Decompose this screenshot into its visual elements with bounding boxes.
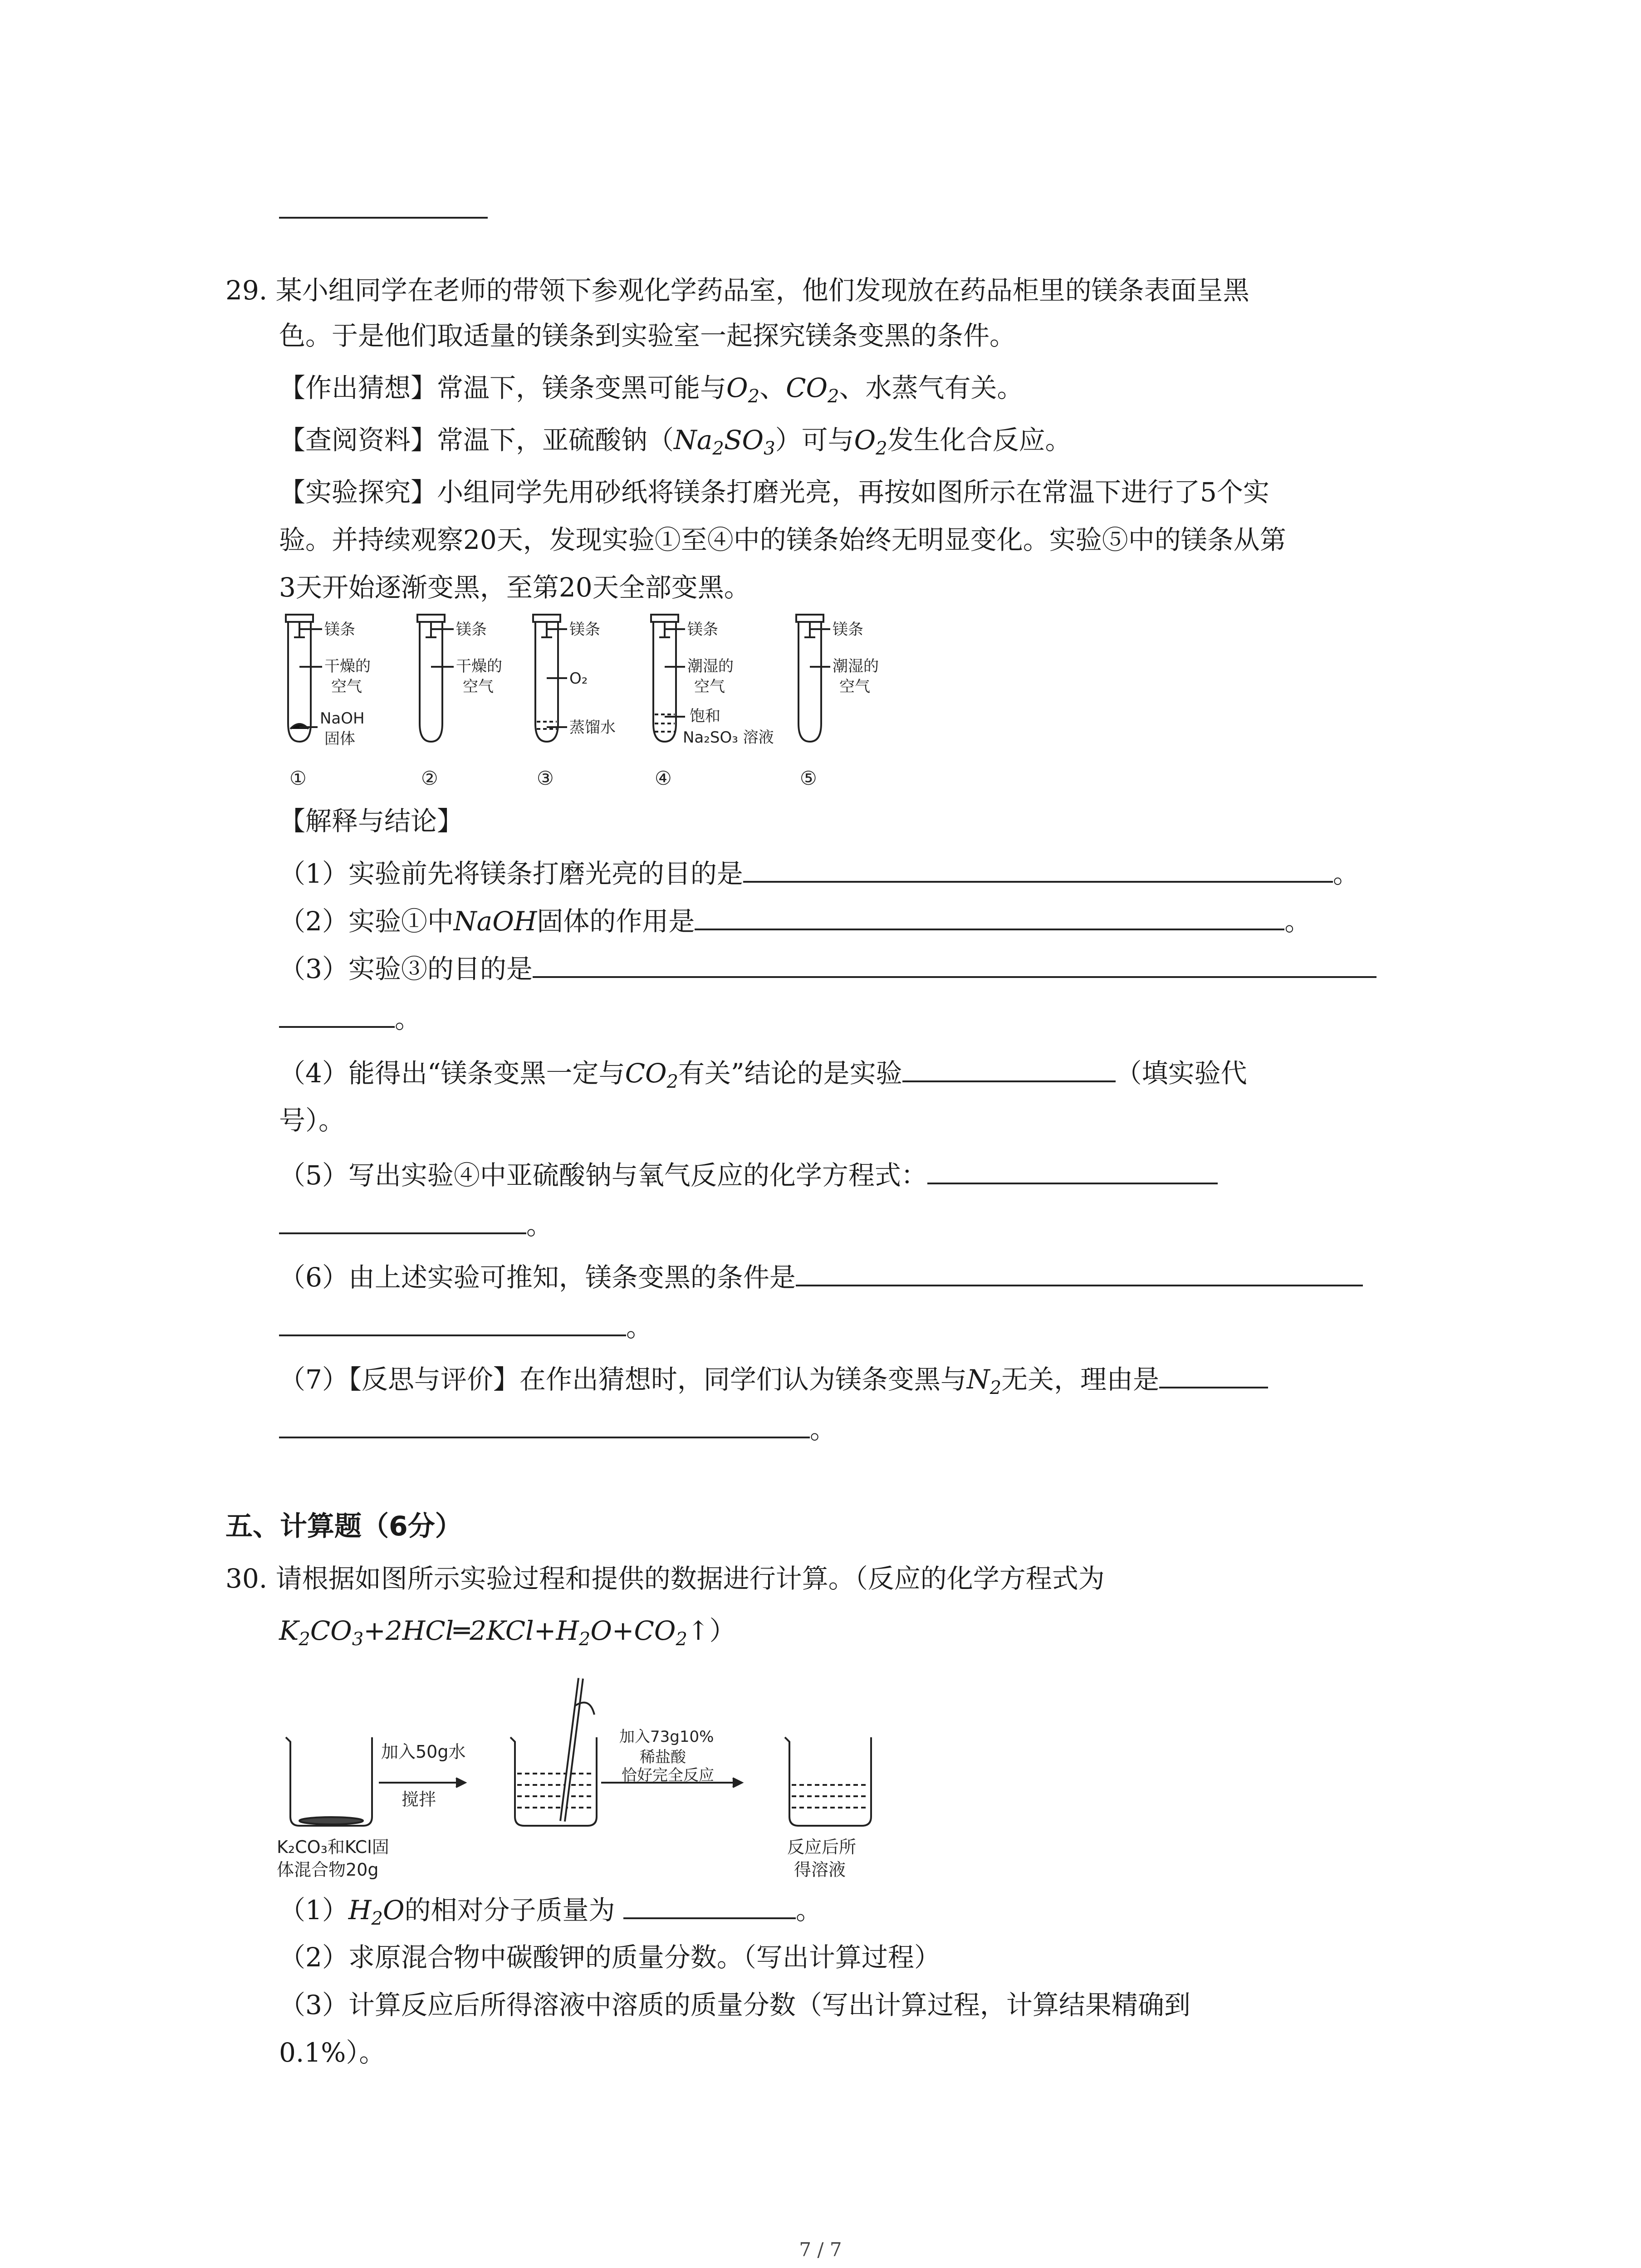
answer-blank-7b[interactable] xyxy=(279,1408,810,1438)
q29-subq2: （2）实验①中NaOH固体的作用是 。 xyxy=(279,900,1311,939)
tube2-number: ② xyxy=(421,767,438,789)
section-5-heading: 五、计算题（6分） xyxy=(225,1510,462,1542)
answer-blank-5a[interactable] xyxy=(927,1154,1218,1184)
answer-blank-6b[interactable] xyxy=(279,1306,626,1336)
beaker-1 xyxy=(286,1737,372,1826)
q29-conclusion-heading: 【解释与结论】 xyxy=(279,806,464,836)
beaker1-caption-1: K₂CO₃和KCl固 xyxy=(277,1837,389,1857)
answer-blank-6a[interactable] xyxy=(796,1256,1363,1286)
test-tube-3 xyxy=(533,615,567,742)
q30-subq2: （2）求原混合物中碳酸钾的质量分数。（写出计算过程） xyxy=(279,1942,941,1973)
q29-subq3-cont: 。 xyxy=(279,998,421,1037)
answer-blank-3b[interactable] xyxy=(279,998,395,1028)
q29-subq6-cont: 。 xyxy=(279,1306,652,1345)
tube3-label-2: O₂ xyxy=(569,670,588,688)
tube1-label-3: 空气 xyxy=(331,678,362,696)
tube4-number: ④ xyxy=(655,767,672,789)
answer-blank-5b[interactable] xyxy=(279,1204,526,1234)
q30-intro-line1: 30. 请根据如图所示实验过程和提供的数据进行计算。（反应的化学方程式为 xyxy=(225,1563,1105,1594)
test-tube-figure xyxy=(272,610,930,805)
tube4-label-1: 镁条 xyxy=(687,621,718,639)
answer-blank-4[interactable] xyxy=(902,1052,1116,1082)
tube3-number: ③ xyxy=(537,767,554,789)
q30-subq3-cont: 0.1%）。 xyxy=(279,2037,386,2068)
test-tube-1 xyxy=(286,615,322,742)
q30-subq1: $(1)H_2O$的相对分子质量为 。 xyxy=(279,1889,822,1937)
tube1-number: ① xyxy=(289,767,307,789)
tube3-label-3: 蒸馏水 xyxy=(569,719,616,737)
tube2-label-3: 空气 xyxy=(463,678,494,696)
beaker1-caption-2: 体混合物20g xyxy=(277,1860,379,1880)
q29-subq7-cont: 。 xyxy=(279,1408,836,1447)
test-tube-5 xyxy=(796,615,830,742)
tube1-label-5: 固体 xyxy=(324,730,355,748)
tube5-number: ⑤ xyxy=(800,767,817,789)
tube5-label-3: 空气 xyxy=(839,678,870,696)
answer-blank-3a[interactable] xyxy=(533,948,1376,978)
tube2-label-1: 镁条 xyxy=(456,621,487,639)
q29-hypothesis: 【作出猜想】常温下，镁条变黑可能与$O_2$、$CO_2$、水蒸气有关。 xyxy=(279,372,1024,407)
tube3-label-1: 镁条 xyxy=(569,621,600,639)
tube2-label-2: 干燥的 xyxy=(456,657,502,675)
tube4-label-3: 空气 xyxy=(694,678,725,696)
beaker3-caption-2: 得溶液 xyxy=(794,1860,846,1880)
q29-subq3: （3）实验③的目的是 xyxy=(279,948,1376,987)
q29-subq7: （7）【反思与评价】在作出猜想时，同学们认为镁条变黑与$N_2$无关，理由是 xyxy=(279,1359,1268,1406)
q29-experiment-line2: 验。并持续观察20天，发现实验①至④中的镁条始终无明显变化。实验⑤中的镁条从第 xyxy=(279,524,1286,555)
q30-equation: $K_2CO_3+2HCl═2KCl+H_2O+CO_2↑$） xyxy=(279,1615,736,1650)
q29-subq4: （4）能得出“镁条变黑一定与$CO_2$有关”结论的是实验 （填实验代 xyxy=(279,1052,1247,1100)
answer-blank-previous xyxy=(279,217,488,219)
arrow2-label-1: 加入73g10% xyxy=(619,1728,714,1746)
tube4-label-4: 饱和 xyxy=(690,707,720,725)
q29-intro-line2: 色。于是他们取适量的镁条到实验室一起探究镁条变黑的条件。 xyxy=(279,320,1016,351)
q29-subq4-cont: 号）。 xyxy=(279,1105,345,1136)
q30-subq3: （3）计算反应后所得溶液中溶质的质量分数（写出计算过程，计算结果精确到 xyxy=(279,1989,1190,2020)
q29-experiment-line3: 3天开始逐渐变黑，至第20天全部变黑。 xyxy=(279,572,750,603)
arrow2-label-2: 稀盐酸 xyxy=(640,1748,686,1766)
beaker-process-figure xyxy=(272,1669,944,1882)
q29-subq5: （5）写出实验④中亚硫酸钠与氧气反应的化学方程式： xyxy=(279,1154,1218,1193)
tube5-label-2: 潮湿的 xyxy=(833,657,879,675)
tube1-label-4: NaOH xyxy=(320,709,365,728)
answer-blank-7a[interactable] xyxy=(1159,1359,1268,1388)
arrow-1 xyxy=(379,1778,465,1787)
tube4-label-2: 潮湿的 xyxy=(687,657,734,675)
test-tube-4 xyxy=(651,615,685,742)
arrow1-label-1: 加入50g水 xyxy=(381,1742,466,1762)
answer-blank-30-1[interactable] xyxy=(623,1889,796,1919)
q29-subq5-cont: 。 xyxy=(279,1204,553,1243)
tube1-label-1: 镁条 xyxy=(324,621,355,639)
q29-subq6: （6）由上述实验可推知，镁条变黑的条件是 xyxy=(279,1256,1363,1295)
beaker-2 xyxy=(510,1678,597,1826)
answer-blank-2[interactable] xyxy=(695,900,1284,930)
q29-subq1: （1）实验前先将镁条打磨光亮的目的是 。 xyxy=(279,853,1359,892)
arrow2-label-3: 恰好完全反应 xyxy=(622,1766,714,1784)
beaker3-caption-1: 反应后所 xyxy=(787,1837,857,1857)
q29-experiment-line1: 【实验探究】小组同学先用砂纸将镁条打磨光亮，再按如图所示在常温下进行了5个实 xyxy=(279,477,1269,508)
tube4-label-5: Na₂SO₃ 溶液 xyxy=(683,728,774,747)
test-tube-2 xyxy=(417,615,454,742)
arrow1-label-2: 搅拌 xyxy=(402,1789,436,1809)
tube1-label-2: 干燥的 xyxy=(324,657,371,675)
tube5-label-1: 镁条 xyxy=(833,621,863,639)
page-number: 7 / 7 xyxy=(799,2239,842,2261)
answer-blank-1[interactable] xyxy=(743,853,1333,883)
beaker-3 xyxy=(785,1737,871,1826)
q29-reference-info: 【查阅资料】常温下，亚硫酸钠$(Na_2SO_3)$可与$O_2$发生化合反应。 xyxy=(279,425,1072,459)
q29-intro-line1: 29. 某小组同学在老师的带领下参观化学药品室，他们发现放在药品柜里的镁条表面呈黑 xyxy=(225,275,1249,306)
